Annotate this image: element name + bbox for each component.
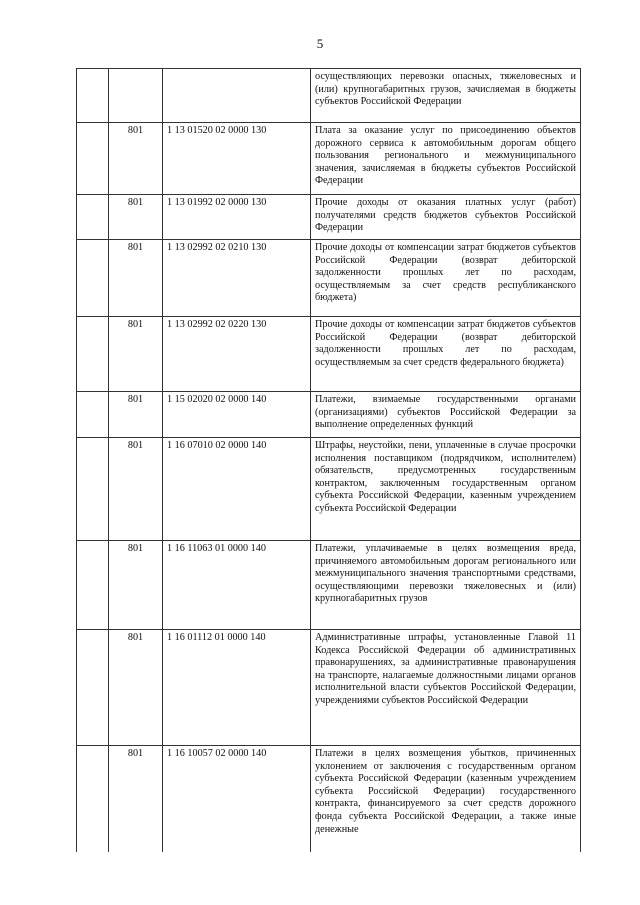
revenue-description-cell: Платежи, взимаемые государственными органами (организациями) субъектов Российской Федерации за выполнение определенных функций bbox=[311, 392, 581, 438]
revenue-description-cell: Прочие доходы от компенсации затрат бюджетов субъектов Российской Федерации (возврат дебиторской задолженности прошлых лет по расходам, осуществляемым за счет средств республиканского бюджета) bbox=[311, 240, 581, 317]
table-row bbox=[77, 392, 581, 438]
row-number-cell bbox=[77, 438, 109, 541]
admin-code-cell bbox=[109, 69, 163, 123]
row-number-cell bbox=[77, 392, 109, 438]
revenue-description-cell: Административные штрафы, установленные Главой 11 Кодекса Российской Федерации об административных правонарушениях, за административные правонарушения на транспорте, налагаемые должностными лицами органов исполнительной власти субъектов Российской Федерации, учреждениями субъектов Российской Федерации bbox=[311, 630, 581, 746]
admin-code-cell: 801 bbox=[109, 123, 163, 195]
revenue-code-cell: 1 13 01992 02 0000 130 bbox=[163, 195, 311, 240]
table-row bbox=[77, 69, 581, 123]
admin-code-cell: 801 bbox=[109, 746, 163, 852]
revenue-description-cell: Платежи, уплачиваемые в целях возмещения вреда, причиняемого автомобильным дорогам регионального или межмуниципального значения транспортными средствами, осуществляющими перевозки тяжеловесных и (или) крупногабаритных грузов bbox=[311, 541, 581, 630]
admin-code-cell: 801 bbox=[109, 438, 163, 541]
revenue-code-cell: 1 16 07010 02 0000 140 bbox=[163, 438, 311, 541]
table-row bbox=[77, 438, 581, 541]
table-row bbox=[77, 746, 581, 852]
revenue-description-cell: Штрафы, неустойки, пени, уплаченные в случае просрочки исполнения поставщиком (подрядчиком, исполнителем) обязательств, предусмотренных государственным контрактом, заключенным государственным органом субъекта Российской Федерации, казенным учреждением субъекта Российской Федерации bbox=[311, 438, 581, 541]
row-number-cell bbox=[77, 630, 109, 746]
revenue-code-cell: 1 15 02020 02 0000 140 bbox=[163, 392, 311, 438]
revenue-code-cell: 1 13 02992 02 0220 130 bbox=[163, 317, 311, 392]
row-number-cell bbox=[77, 317, 109, 392]
revenue-description-cell: Прочие доходы от оказания платных услуг (работ) получателями средств бюджетов субъектов Российской Федерации bbox=[311, 195, 581, 240]
revenue-code-cell: 1 13 01520 02 0000 130 bbox=[163, 123, 311, 195]
revenue-code-cell bbox=[163, 69, 311, 123]
table-row bbox=[77, 195, 581, 240]
revenue-code-cell: 1 16 01112 01 0000 140 bbox=[163, 630, 311, 746]
admin-code-cell: 801 bbox=[109, 195, 163, 240]
revenue-codes-table bbox=[76, 68, 581, 852]
page-number: 5 bbox=[316, 36, 324, 51]
revenue-code-cell: 1 16 11063 01 0000 140 bbox=[163, 541, 311, 630]
table-row bbox=[77, 123, 581, 195]
table-row bbox=[77, 541, 581, 630]
revenue-description-cell: Платежи в целях возмещения убытков, причиненных уклонением от заключения с государственным органом субъекта Российской Федерации (казенным учреждением субъекта Российской Федерации) государственного контракта, финансируемого за счет средств дорожного фонда субъекта Российской Федерации, а также иные денежные bbox=[311, 746, 581, 852]
admin-code-cell: 801 bbox=[109, 541, 163, 630]
row-number-cell bbox=[77, 123, 109, 195]
admin-code-cell: 801 bbox=[109, 317, 163, 392]
revenue-code-cell: 1 13 02992 02 0210 130 bbox=[163, 240, 311, 317]
admin-code-cell: 801 bbox=[109, 392, 163, 438]
row-number-cell bbox=[77, 69, 109, 123]
row-number-cell bbox=[77, 746, 109, 852]
admin-code-cell: 801 bbox=[109, 240, 163, 317]
row-number-cell bbox=[77, 541, 109, 630]
revenue-description-cell: осуществляющих перевозки опасных, тяжеловесных и (или) крупногабаритных грузов, зачисляемая в бюджеты субъектов Российской Федерации bbox=[311, 69, 581, 123]
row-number-cell bbox=[77, 195, 109, 240]
revenue-code-cell: 1 16 10057 02 0000 140 bbox=[163, 746, 311, 852]
revenue-description-cell: Плата за оказание услуг по присоединению объектов дорожного сервиса к автомобильным дорогам общего пользования регионального и межмуниципального значения, зачисляемая в бюджеты субъектов Российской Федерации bbox=[311, 123, 581, 195]
row-number-cell bbox=[77, 240, 109, 317]
revenue-description-cell: Прочие доходы от компенсации затрат бюджетов субъектов Российской Федерации (возврат дебиторской задолженности прошлых лет по расходам, осуществляемым за счет средств федерального бюджета) bbox=[311, 317, 581, 392]
table-row bbox=[77, 317, 581, 392]
table-row bbox=[77, 240, 581, 317]
table-row bbox=[77, 630, 581, 746]
admin-code-cell: 801 bbox=[109, 630, 163, 746]
